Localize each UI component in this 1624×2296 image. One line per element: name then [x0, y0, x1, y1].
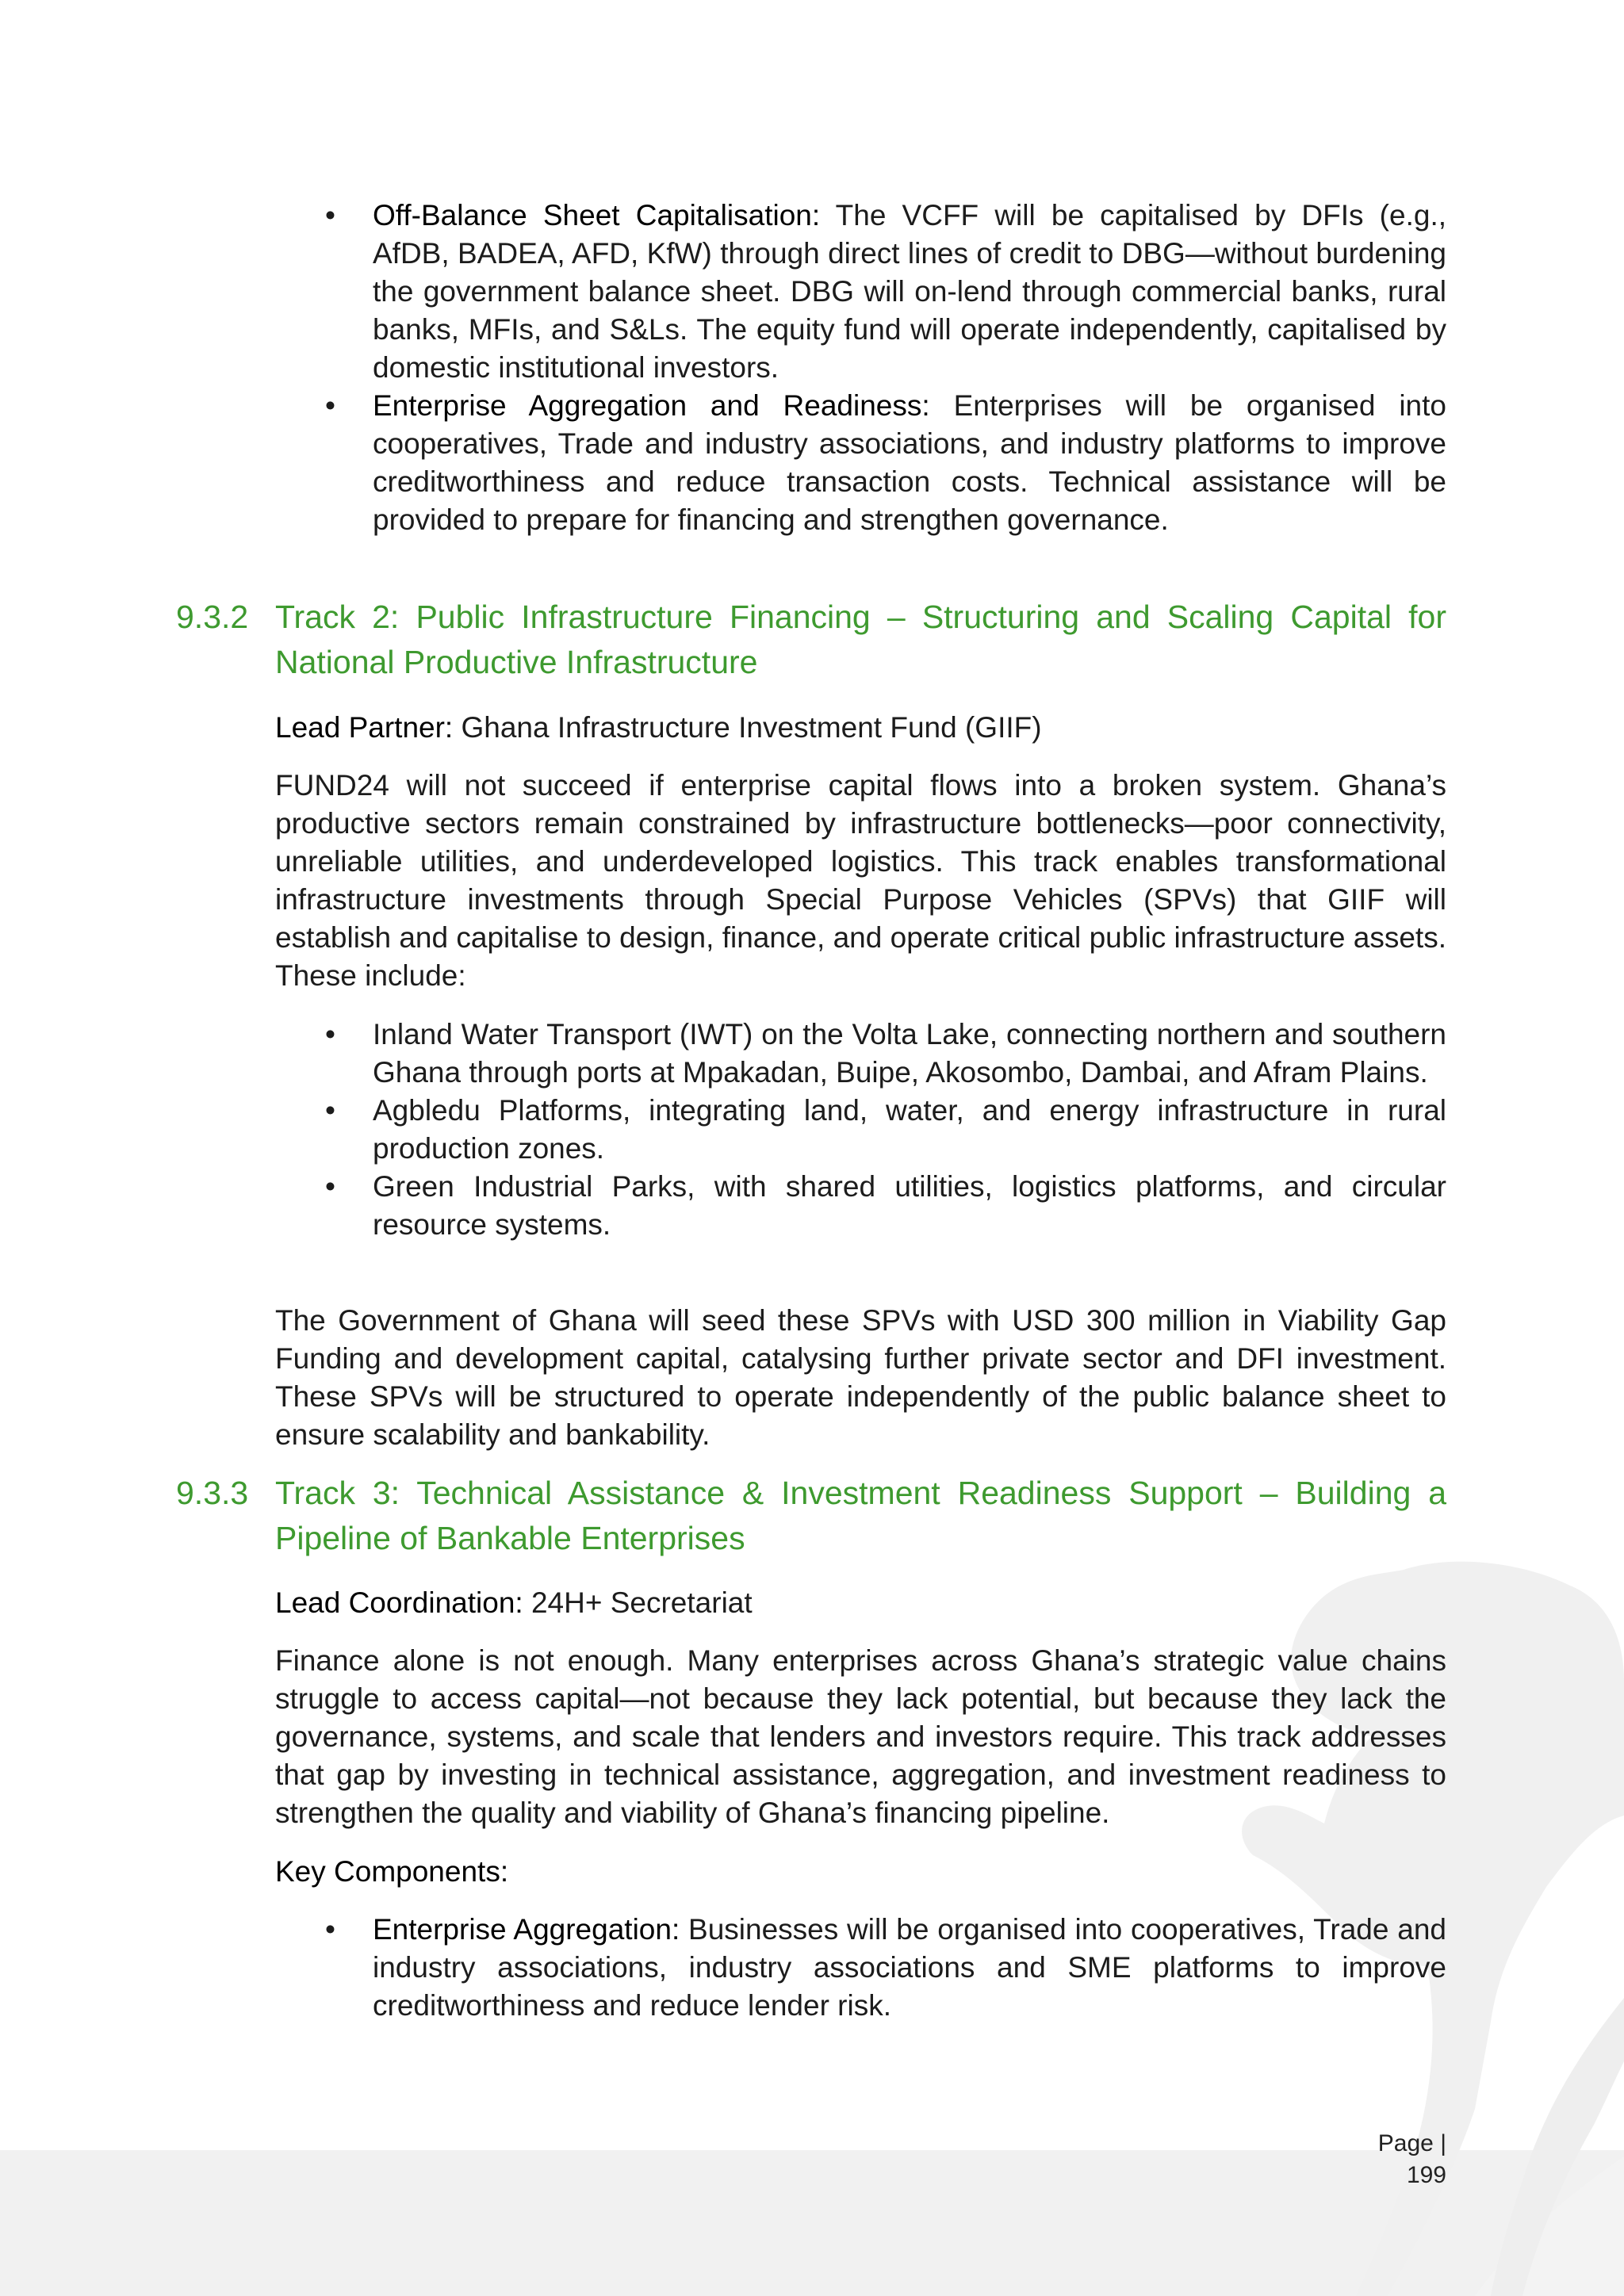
paragraph-text: Finance alone is not enough. Many enterprises across Ghana’s strategic value chains struggle to access capital—not because they lack potential, but because they lack the governance, systems, and scale that lenders and investors require. This track addresses that gap by investing in technical assistance, aggregation, and investment readiness to strengthen the quality and viability of Ghana’s financing pipeline. [275, 1644, 1446, 1829]
list-item [325, 1168, 1446, 1244]
list-item-body: The VCFF will be capitalised by DFIs (e.g., AfDB, BADEA, AFD, KfW) through direct lines of credit to DBG—without burdening the government balance sheet. DBG will on-lend through commercial banks, rural banks, MFIs, and S&Ls. The equity fund will operate independently, capitalised by domestic institutional investors. [373, 199, 1447, 384]
key-components-heading [275, 1853, 1446, 1891]
list-item-text [373, 1911, 1446, 2025]
section-title: Track 2: Public Infrastructure Financing – Structuring and Scaling Capital for National Productive Infrastructure [275, 599, 1446, 680]
section-title: Track 3: Technical Assistance & Investment Readiness Support – Building a Pipeline of Bankable Enterprises [275, 1475, 1446, 1556]
lead-label: Lead Coordination: [275, 1586, 523, 1619]
bullet-list-key-components [325, 1911, 1446, 2025]
lead-value: 24H+ Secretariat [523, 1586, 753, 1619]
lead-label: Lead Partner: [275, 711, 454, 744]
paragraph-text: The Government of Ghana will seed these SPVs with USD 300 million in Viability Gap Funding and development capital, catalysing further private sector and DFI investment. These SPVs will be structured to operate independently of the public balance sheet to ensure scalability and bankability. [275, 1304, 1446, 1451]
paragraph-text: FUND24 will not succeed if enterprise capital flows into a broken system. Ghana’s productive sectors remain constrained by infrastructure bottlenecks—poor connectivity, unreliable utilities, and underdeveloped logistics. This track enables transformational infrastructure investments through Special Purpose Vehicles (SPVs) that GIIF will establish and capitalise to design, finance, and operate critical public infrastructure assets. These include: [275, 769, 1446, 992]
list-item-body: Enterprises will be organised into cooperatives, Trade and industry associations, and industry platforms to improve creditworthiness and reduce transaction costs. Technical assistance will be provided to prepare for financing and strengthen governance. [373, 389, 1446, 536]
section-number: 9.3.2 [176, 599, 249, 635]
list-item-text [373, 197, 1446, 387]
bullet-icon: • [325, 1094, 335, 1127]
page-number-footer [1332, 2128, 1446, 2191]
bullet-icon: • [325, 389, 335, 422]
section-heading-9-3-3 [176, 1471, 1446, 1561]
list-item-text: Inland Water Transport (IWT) on the Volta Lake, connecting northern and southern Ghana through ports at Mpakadan, Buipe, Akosombo, Dambai, and Afram Plains. [373, 1018, 1446, 1089]
bullet-list-infrastructure-assets [325, 1016, 1446, 1244]
list-item-text [373, 387, 1446, 539]
list-item-text: Agbledu Platforms, integrating land, water, and energy infrastructure in rural production zones. [373, 1094, 1446, 1165]
page-label: Page [1377, 2130, 1434, 2156]
section-number: 9.3.3 [176, 1475, 249, 1511]
list-item [325, 387, 1446, 539]
list-item-label: Enterprise Aggregation and Readiness: [373, 389, 930, 422]
lead-partner-line [275, 709, 1446, 747]
section-heading-9-3-2 [176, 595, 1446, 685]
list-item [325, 197, 1446, 387]
key-components-label: Key Components: [275, 1855, 509, 1888]
list-item-text: Green Industrial Parks, with shared utilities, logistics platforms, and circular resource systems. [373, 1170, 1446, 1241]
page-number: 199 [1406, 2162, 1446, 2188]
bullet-icon: • [325, 1170, 335, 1203]
list-item-label: Enterprise Aggregation: [373, 1913, 680, 1946]
list-item [325, 1016, 1446, 1092]
bullet-icon: • [325, 199, 335, 232]
paragraph-track3-intro [275, 1642, 1446, 1832]
list-item-body: Businesses will be organised into cooperatives, Trade and industry associations, industry associations and SME platforms to improve creditworthiness and reduce lender risk. [373, 1913, 1447, 2022]
bullet-icon: • [325, 1018, 335, 1050]
bullet-list-financing-mechanism [325, 197, 1446, 539]
list-item [325, 1092, 1446, 1168]
paragraph-track2-funding [275, 1302, 1446, 1454]
paragraph-track2-intro [275, 767, 1446, 995]
lead-coordination-line [275, 1584, 1446, 1622]
bullet-icon: • [325, 1913, 335, 1946]
list-item-label: Off-Balance Sheet Capitalisation: [373, 199, 821, 232]
page-separator: | [1440, 2130, 1446, 2156]
lead-value: Ghana Infrastructure Investment Fund (GIIF) [453, 711, 1042, 744]
list-item [325, 1911, 1446, 2025]
